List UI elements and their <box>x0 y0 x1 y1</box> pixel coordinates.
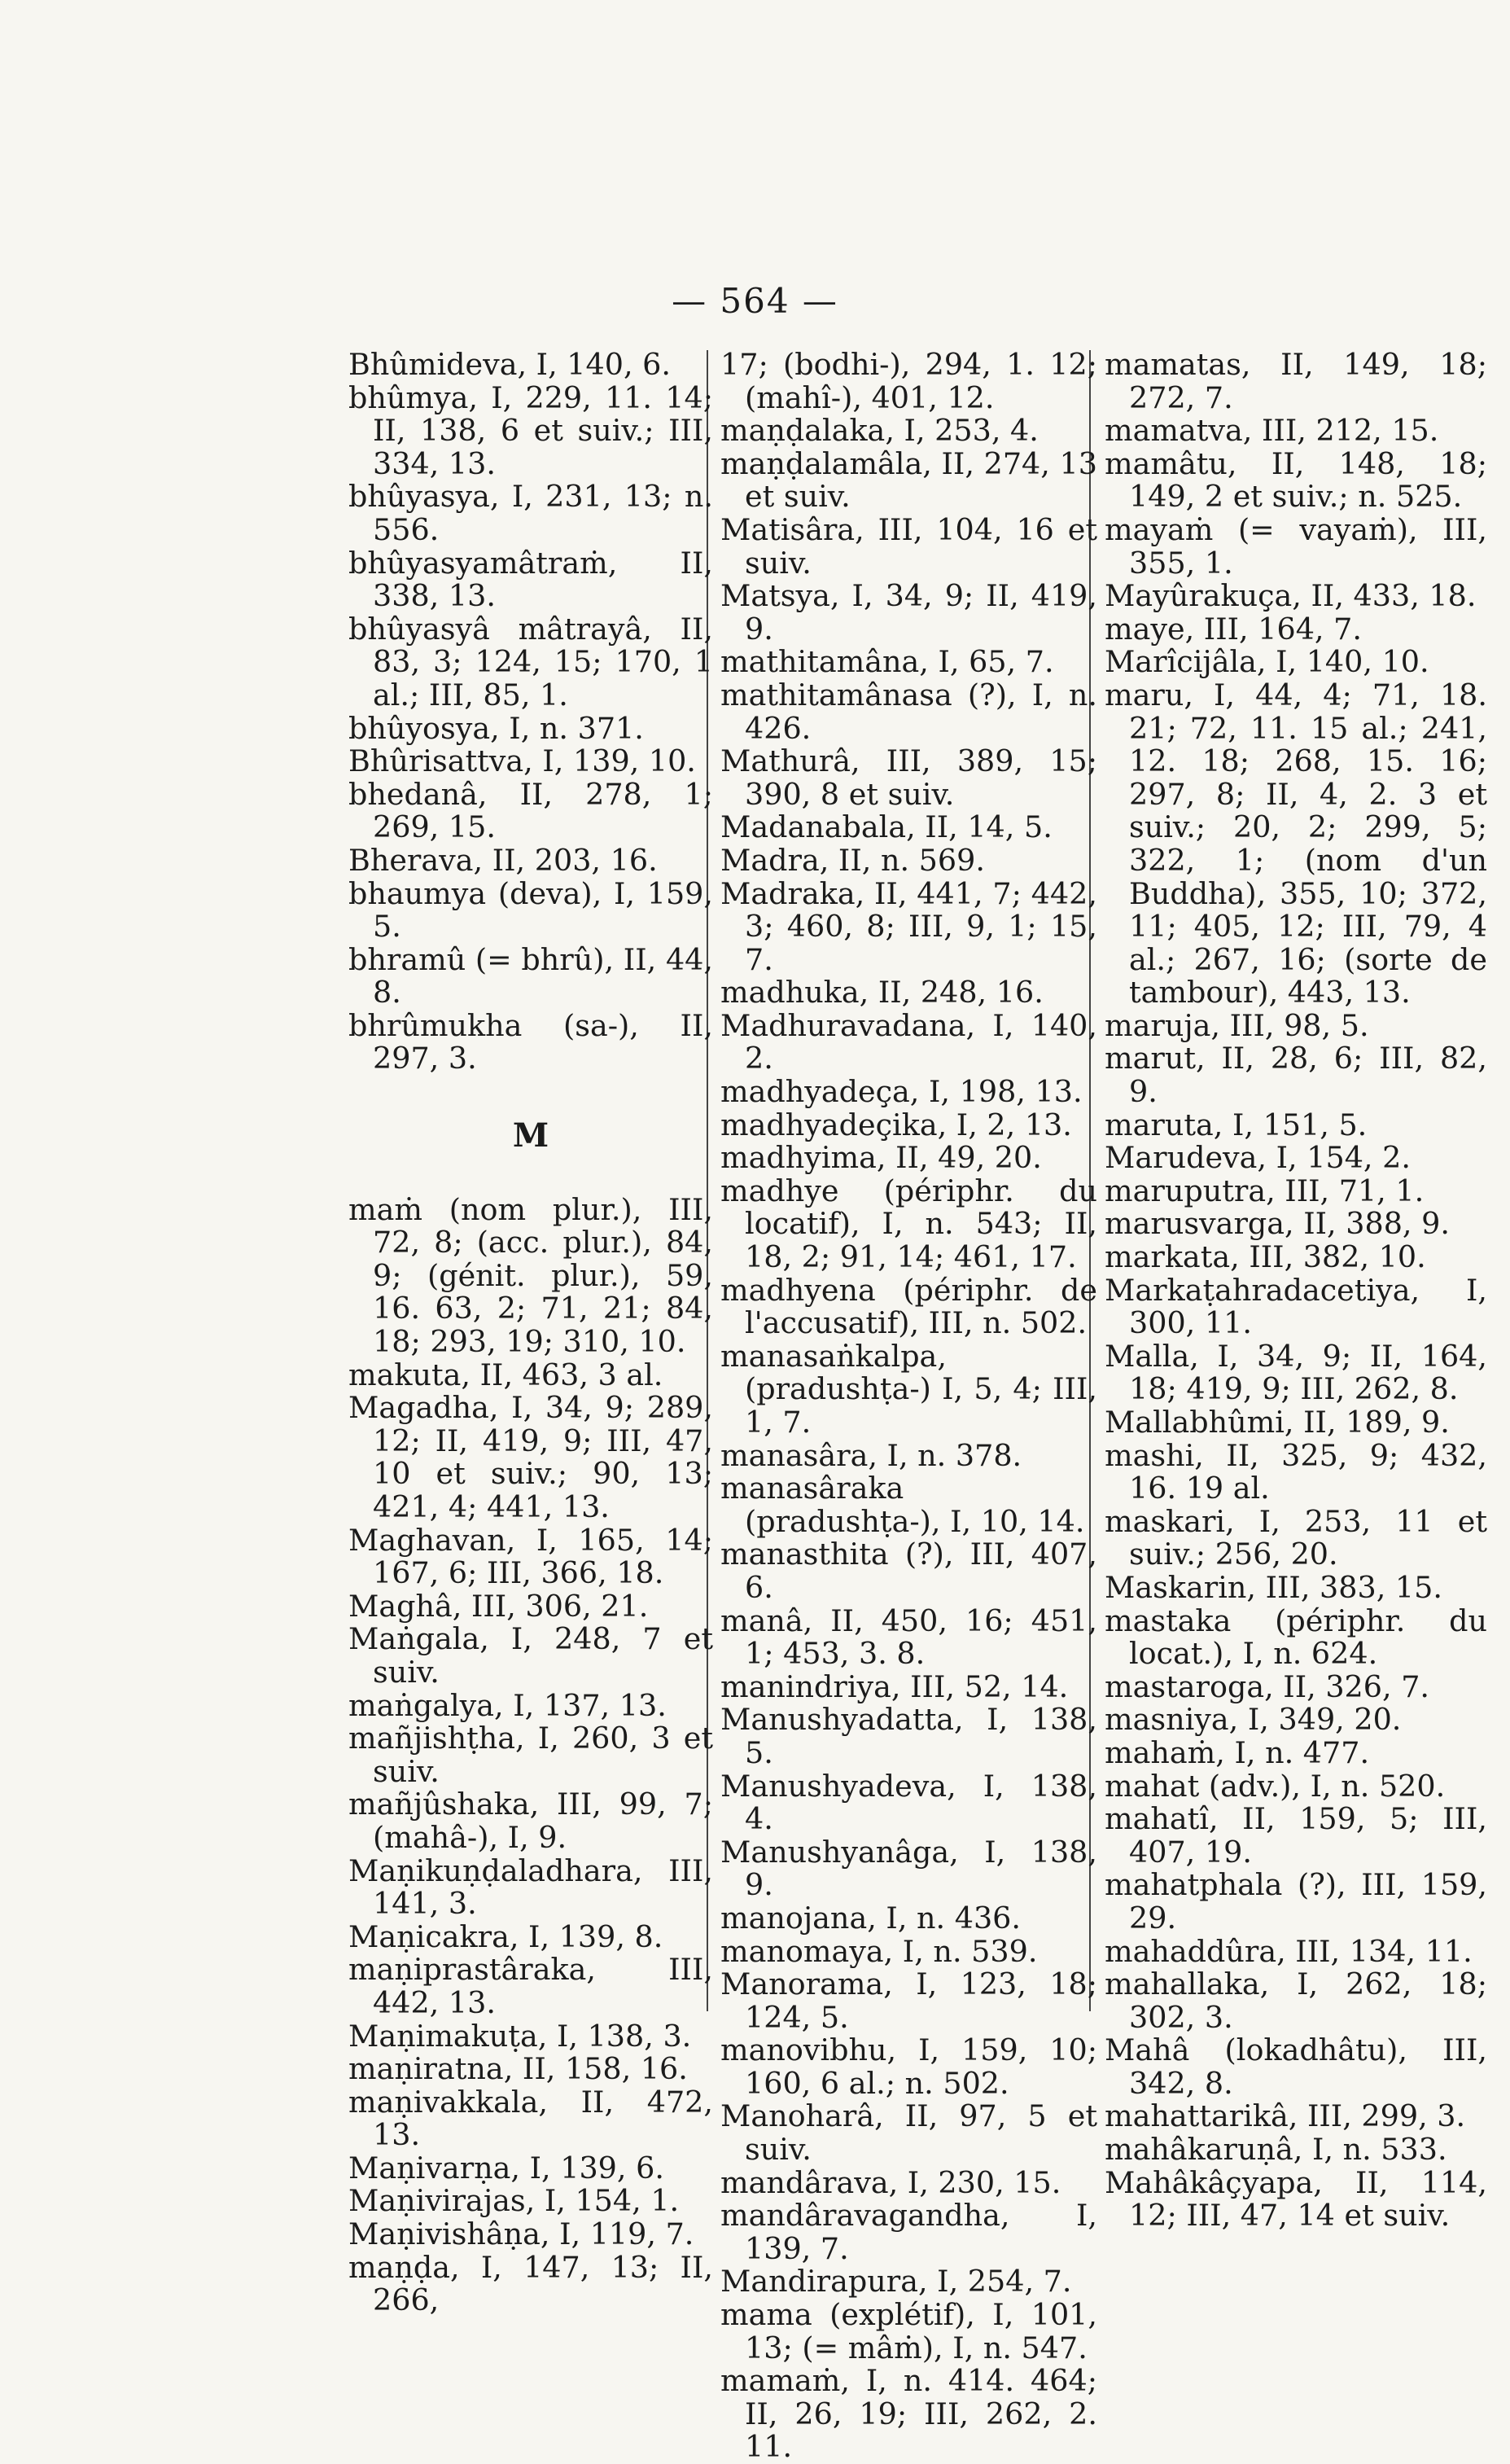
index-entry: bhûyasyâ mâtrayâ, II, 83, 3; 124, 15; 170, 1 al.; III, 85, 1. <box>348 611 713 712</box>
index-entry: Bhûmideva, I, 140, 6. <box>348 347 671 382</box>
index-entry: Marudeva, I, 154, 2. <box>1105 1140 1411 1176</box>
index-entry: Marîcijâla, I, 140, 10. <box>1105 644 1429 680</box>
index-entry: Maskarin, III, 383, 15. <box>1105 1569 1442 1605</box>
index-entry: Magadha, I, 34, 9; 289, 12; II, 419, 9; III, 47, 10 et suiv.; 90, 13; 421, 4; 441, 13. <box>348 1390 713 1524</box>
index-entry: mahaddûra, III, 134, 11. <box>1105 1933 1473 1969</box>
index-entry: marut, II, 28, 6; III, 82, 9. <box>1105 1041 1487 1110</box>
index-entry: Maṅgala, I, 248, 7 et suiv. <box>348 1621 713 1690</box>
index-entry: madhyadeçika, I, 2, 13. <box>720 1107 1072 1142</box>
index-entry: mandâravagandha, I, 139, 7. <box>720 2198 1097 2266</box>
index-entry: Malla, I, 34, 9; II, 164, 18; 419, 9; III, 262, 8. <box>1105 1338 1487 1407</box>
index-entry: Maghavan, I, 165, 14; 167, 6; III, 366, 18. <box>348 1522 713 1591</box>
index-entry: maṇivakkala, II, 472, 13. <box>348 2084 713 2153</box>
index-entry: bhedanâ, II, 278, 1; 269, 15. <box>348 776 713 845</box>
index-entry: Manorama, I, 123, 18; 124, 5. <box>720 1966 1097 2035</box>
index-entry: maruja, III, 98, 5. <box>1105 1007 1369 1043</box>
index-entry: madhye (périphr. du locatif), I, n. 543; II, 18, 2; 91, 14; 461, 17. <box>720 1173 1097 1275</box>
index-entry: mañjishṭha, I, 260, 3 et suiv. <box>348 1721 713 1789</box>
index-entry: mandârava, I, 230, 15. <box>720 2164 1061 2200</box>
index-entry: Manushyadatta, I, 138, 5. <box>720 1702 1097 1770</box>
index-entry: mahatî, II, 159, 5; III, 407, 19. <box>1105 1801 1487 1870</box>
index-entry: Manushyadeva, I, 138, 4. <box>720 1768 1097 1837</box>
index-entry: maye, III, 164, 7. <box>1105 611 1362 647</box>
index-entry: Mayûrakuça, II, 433, 18. <box>1105 578 1477 614</box>
index-entry: mama (explétif), I, 101, 13; (= mâṁ), I, n. 547. <box>720 2297 1097 2365</box>
index-entry: mathitamânasa (?), I, n. 426. <box>720 677 1097 746</box>
index-entry: makuta, II, 463, 3 al. <box>348 1357 663 1392</box>
index-entry: Maghâ, III, 306, 21. <box>348 1588 649 1624</box>
index-entry: maru, I, 44, 4; 71, 18. 21; 72, 11. 15 al.; 241, 12. 18; 268, 15. 16; 297, 8; II, 4, 2. 3 et suiv.; 20, 2; 299, 5; 322, 1; (nom d'un Buddha), 355, 10; 372, 11; 405, 12; III, 79, 4 al.; 267, 16; (sorte de tambour), 443, 13. <box>1105 677 1487 1011</box>
index-entry: maṇḍalamâla, II, 274, 13 et suiv. <box>720 445 1097 515</box>
index-entry: madhyena (périphr. de l'accusatif), III, n. 502. <box>720 1272 1097 1341</box>
index-entry: mamatas, II, 149, 18; 272, 7. <box>1105 347 1487 415</box>
index-entry: manâ, II, 450, 16; 451, 1; 453, 3. 8. <box>720 1602 1097 1672</box>
index-entry: mathitamâna, I, 65, 7. <box>720 644 1054 680</box>
index-entry: mashi, II, 325, 9; 432, 16. 19 al. <box>1105 1437 1487 1506</box>
index-entry: mañjûshaka, III, 99, 7; (mahâ-), I, 9. <box>348 1787 713 1855</box>
index-entry: Bherava, II, 203, 16. <box>348 842 658 878</box>
index-entry: Mahâ (lokadhâtu), III, 342, 8. <box>1105 2032 1487 2101</box>
section-heading: M <box>512 1116 549 1155</box>
index-entry: bhrûmukha (sa-), II, 297, 3. <box>348 1007 713 1076</box>
index-entry: manojana, I, n. 436. <box>720 1900 1022 1936</box>
index-entry: mahallaka, I, 262, 18; 302, 3. <box>1105 1966 1487 2035</box>
index-entry: bhûmya, I, 229, 11. 14; II, 138, 6 et suiv.; III, 334, 13. <box>348 379 713 481</box>
page-number: — 564 — <box>672 281 838 321</box>
index-entry: maṇiratna, II, 158, 16. <box>348 2051 688 2087</box>
index-entry: maṁ (nom plur.), III, 72, 8; (acc. plur.), 84, 9; (génit. plur.), 59, 16. 63, 2; 71, 21; 84, 18; 293, 19; 310, 10. <box>348 1191 713 1360</box>
index-entry: mamaṁ, I, n. 414. 464; II, 26, 19; III, 262, 2. 11. <box>720 2363 1097 2464</box>
index-entry: mahaṁ, I, n. 477. <box>1105 1734 1370 1770</box>
index-entry: Mahâkâçyapa, II, 114, 12; III, 47, 14 et suiv. <box>1105 2164 1487 2234</box>
index-entry: Manoharâ, II, 97, 5 et suiv. <box>720 2098 1097 2168</box>
index-entry: mahâkaruṇâ, I, n. 533. <box>1105 2132 1447 2168</box>
index-entry: manasâra, I, n. 378. <box>720 1437 1022 1473</box>
index-entry: Matsya, I, 34, 9; II, 419, 9. <box>720 578 1097 647</box>
index-entry: mahatphala (?), III, 159, 29. <box>1105 1867 1487 1936</box>
index-column-2 <box>720 349 1097 2464</box>
index-entry: madhyadeça, I, 198, 13. <box>720 1074 1083 1110</box>
index-entry: manindriya, III, 52, 14. <box>720 1668 1069 1704</box>
index-entry: 17; (bodhi-), 294, 1. 12; (mahî-), 401, 12. <box>720 347 1097 415</box>
index-entry: mastaroga, II, 326, 7. <box>1105 1668 1430 1704</box>
index-entry: manasaṅkalpa, (pradushṭa-) I, 5, 4; III, 1, 7. <box>720 1338 1097 1440</box>
index-entry: mahattarikâ, III, 299, 3. <box>1105 2098 1466 2134</box>
index-entry: Maṇivishâṇa, I, 119, 7. <box>348 2216 694 2252</box>
index-entry: Madhuravadana, I, 140, 2. <box>720 1007 1097 1076</box>
index-entry: madhuka, II, 248, 16. <box>720 975 1044 1011</box>
index-entry: madhyima, II, 49, 20. <box>720 1140 1042 1176</box>
index-entry: mastaka (périphr. du locat.), I, n. 624. <box>1105 1602 1487 1672</box>
index-entry: Maṇimakuṭa, I, 138, 3. <box>348 2018 692 2054</box>
index-entry: Maṇivirajas, I, 154, 1. <box>348 2183 680 2219</box>
index-entry: Madanabala, II, 14, 5. <box>720 809 1053 845</box>
index-entry: Markaṭahradacetiya, I, 300, 11. <box>1105 1272 1487 1341</box>
index-entry: maṇḍa, I, 147, 13; II, 266, <box>348 2249 713 2318</box>
index-entry: bhaumya (deva), I, 159, 5. <box>348 875 713 945</box>
index-entry: manasâraka (pradushṭa-), I, 10, 14. <box>720 1471 1085 1539</box>
index-entry: Madra, II, n. 569. <box>720 842 985 878</box>
index-entry: Manushyanâga, I, 138, 9. <box>720 1834 1097 1903</box>
index-entry: Madraka, II, 441, 7; 442, 3; 460, 8; III, 9, 1; 15, 7. <box>720 875 1097 977</box>
index-entry: mahat (adv.), I, n. 520. <box>1105 1768 1446 1804</box>
index-entry: mamâtu, II, 148, 18; 149, 2 et suiv.; n. 525. <box>1105 445 1487 515</box>
index-entry: markata, III, 382, 10. <box>1105 1239 1426 1275</box>
index-entry: bhûyosya, I, n. 371. <box>348 710 644 746</box>
index-entry: maṇiprastâraka, III, 442, 13. <box>348 1952 713 2020</box>
index-entry: mamatva, III, 212, 15. <box>1105 413 1439 449</box>
index-entry: Maṇikuṇḍaladhara, III, 141, 3. <box>348 1852 713 1922</box>
index-entry: manovibhu, I, 159, 10; 160, 6 al.; n. 502. <box>720 2032 1097 2101</box>
index-entry: masniya, I, 349, 20. <box>1105 1702 1402 1738</box>
index-entry: Mandirapura, I, 254, 7. <box>720 2264 1072 2300</box>
index-entry: maruta, I, 151, 5. <box>1105 1107 1368 1142</box>
index-column-1 <box>348 349 713 2317</box>
index-entry: Mallabhûmi, II, 189, 9. <box>1105 1405 1450 1440</box>
index-entry: manasthita (?), III, 407, 6. <box>720 1537 1097 1605</box>
index-entry: Bhûrisattva, I, 139, 10. <box>348 743 696 779</box>
index-entry: maṅgalya, I, 137, 13. <box>348 1687 667 1723</box>
index-entry: maṇḍalaka, I, 253, 4. <box>720 413 1039 449</box>
index-entry: bhûyasya, I, 231, 13; n. 556. <box>348 479 713 547</box>
index-entry: marusvarga, II, 388, 9. <box>1105 1206 1450 1242</box>
index-entry: bhramû (= bhrû), II, 44, 8. <box>348 941 713 1011</box>
index-entry: bhûyasyamâtraṁ, II, 338, 13. <box>348 545 713 614</box>
index-entry: mayaṁ (= vayaṁ), III, 355, 1. <box>1105 511 1487 581</box>
index-entry: Maṇicakra, I, 139, 8. <box>348 1918 663 1954</box>
index-entry: maskari, I, 253, 11 et suiv.; 256, 20. <box>1105 1503 1487 1572</box>
index-column-3 <box>1105 349 1487 2233</box>
index-entry: Maṇivarṇa, I, 139, 6. <box>348 2150 664 2186</box>
index-entry: Mathurâ, III, 389, 15; 390, 8 et suiv. <box>720 743 1097 812</box>
index-entry: manomaya, I, n. 539. <box>720 1933 1038 1969</box>
index-entry: maruputra, III, 71, 1. <box>1105 1173 1425 1208</box>
index-entry: Matisâra, III, 104, 16 et suiv. <box>720 511 1097 581</box>
